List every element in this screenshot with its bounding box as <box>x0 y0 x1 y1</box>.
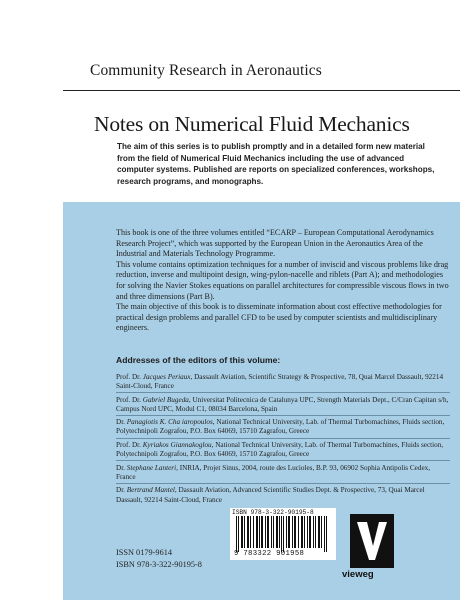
editor-name: Panagiotis K. Cha iaropoulos <box>126 418 213 427</box>
editor-entry: Dr. Panagiotis K. Cha iaropoulos, National Technical University, Lab. of Thermal Turbomachines, Fluids section, Polytechnipoli Zografou, P.O. Box 64069, 15710 Zagrafou, Greece <box>116 418 450 438</box>
editor-details: Dassault Aviation, Advanced Scientific Studies Dept. & Prospective, 73, Quai Marcel Dassault, 92214 Saint-Cloud, France <box>116 486 425 504</box>
aim-description: The aim of this series is to publish promptly and in a detailed form new material from the field of Numerical Fluid Mechanics including the use of advanced computer systems. Published are reports on specialized conferences, workshops, research programs, and monographs. <box>117 142 435 186</box>
publisher-name: vieweg <box>342 569 374 580</box>
issn-number: ISSN 0179-9614 <box>116 548 173 557</box>
panel-text <box>116 228 450 334</box>
panel-paragraph: This volume contains optimization techniques for a number of inviscid and viscous problems like drag reduction, inverse and multipoint design, wing-pylon-nacelle and riblets (Part A); and methodologies for solving the Navier Stokes equations on parallel architectures for compressible viscous flows in two and three dimensions (Part B). <box>116 259 449 301</box>
series-title: Community Research in Aeronautics <box>90 62 322 79</box>
editor-title: Dr. <box>116 486 125 495</box>
editors-heading: Addresses of the editors of this volume: <box>116 355 281 365</box>
panel-paragraph: This book is one of the three volumes entitled “ECARP – European Computational Aerodynamics Research Project”, which was supported by the European Union in the Aeronautics Area of the Industrial and Materials Technology Programme. <box>116 228 434 259</box>
editor-entry: Dr. Stephane Lanteri, INRIA, Projet Sinus, 2004, route des Lucioles, B.P. 93, 06902 Sophia Antipolis Cedex, France <box>116 464 450 484</box>
isbn-number: ISBN 978-3-322-90195-8 <box>116 560 202 569</box>
editor-name: Jacques Periaux <box>142 373 191 381</box>
editor-title: Dr. <box>116 463 125 472</box>
editor-entry: Prof. Dr. Jacques Periaux, Dassault Aviation, Scientific Strategy & Prospective, 78, Quai Marcel Dassault, 92214 Saint-Cloud, France <box>116 373 450 393</box>
editor-name: Kyriakos Giannakoglou <box>142 441 212 450</box>
vieweg-logo-icon <box>347 512 397 570</box>
editor-title: Prof. Dr. <box>116 395 141 404</box>
editor-details: National Technical University, Lab. of Thermal Turbomachines, Fluids section, Polytechnipoli Zografou, P.O. Box 64069, 15710 Zagrafou, Greece <box>116 418 445 436</box>
editor-title: Prof. Dr. <box>116 373 141 381</box>
barcode-isbn-label: ISBN 978-3-322-90195-8 <box>232 509 314 516</box>
editor-entry: Prof. Dr. Gabriel Bugeda, Universitat Politecnica de Catalunya UPC, Strength Materials Dept., C/Cran Capitan s/h, Campus Nord UPC, Modul C1, 08034 Barcelona, Spain <box>116 396 450 416</box>
top-rule <box>63 90 460 91</box>
editor-entry: Prof. Dr. Kyriakos Giannakoglou, National Technical University, Lab. of Thermal Turbomachines, Fluids section, Polytechnipoli Zografou, P.O. Box 64069, 15710 Zagrafou, Greece <box>116 441 450 461</box>
editor-details: Dassault Aviation, Scientific Strategy & Prospective, 78, Quai Marcel Dassault, 92214 Saint-Cloud, France <box>116 373 444 391</box>
editor-details: Universitat Politecnica de Catalunya UPC, Strength Materials Dept., C/Cran Capitan s/h, Campus Nord UPC, Modul C1, 08034 Barcelona, Spain <box>116 395 449 413</box>
editor-name: Stephane Lanteri <box>126 463 177 472</box>
editor-title: Dr. <box>116 418 125 427</box>
issn-isbn-block <box>116 547 202 571</box>
editors-list <box>116 373 450 508</box>
editor-details: National Technical University, Lab. of Thermal Turbomachines, Fluids section, Polytechnipoli Zografou, P.O. Box 64069, 15710 Zagrafou, Greece <box>116 441 444 459</box>
editor-name: Bertrand Mantel <box>126 486 175 495</box>
editor-details: INRIA, Projet Sinus, 2004, route des Lucioles, B.P. 93, 06902 Sophia Antipolis Cedex, France <box>116 463 431 481</box>
editor-entry: Dr. Bertrand Mantel, Dassault Aviation, Advanced Scientific Studies Dept. & Prospective, 73, Quai Marcel Dassault, 92214 Saint-Cloud, France <box>116 486 425 504</box>
panel-paragraph: The main objective of this book is to disseminate information about cost effective methodologies for practical design problems and parallel CFD to be used by computer scientists and multidisciplinary engineers. <box>116 302 442 333</box>
editor-name: Gabriel Bugeda <box>142 395 189 404</box>
main-title: Notes on Numerical Fluid Mechanics <box>94 112 410 136</box>
editor-title: Prof. Dr. <box>116 441 141 450</box>
barcode-digits: 9 783322 901958 <box>234 550 305 558</box>
